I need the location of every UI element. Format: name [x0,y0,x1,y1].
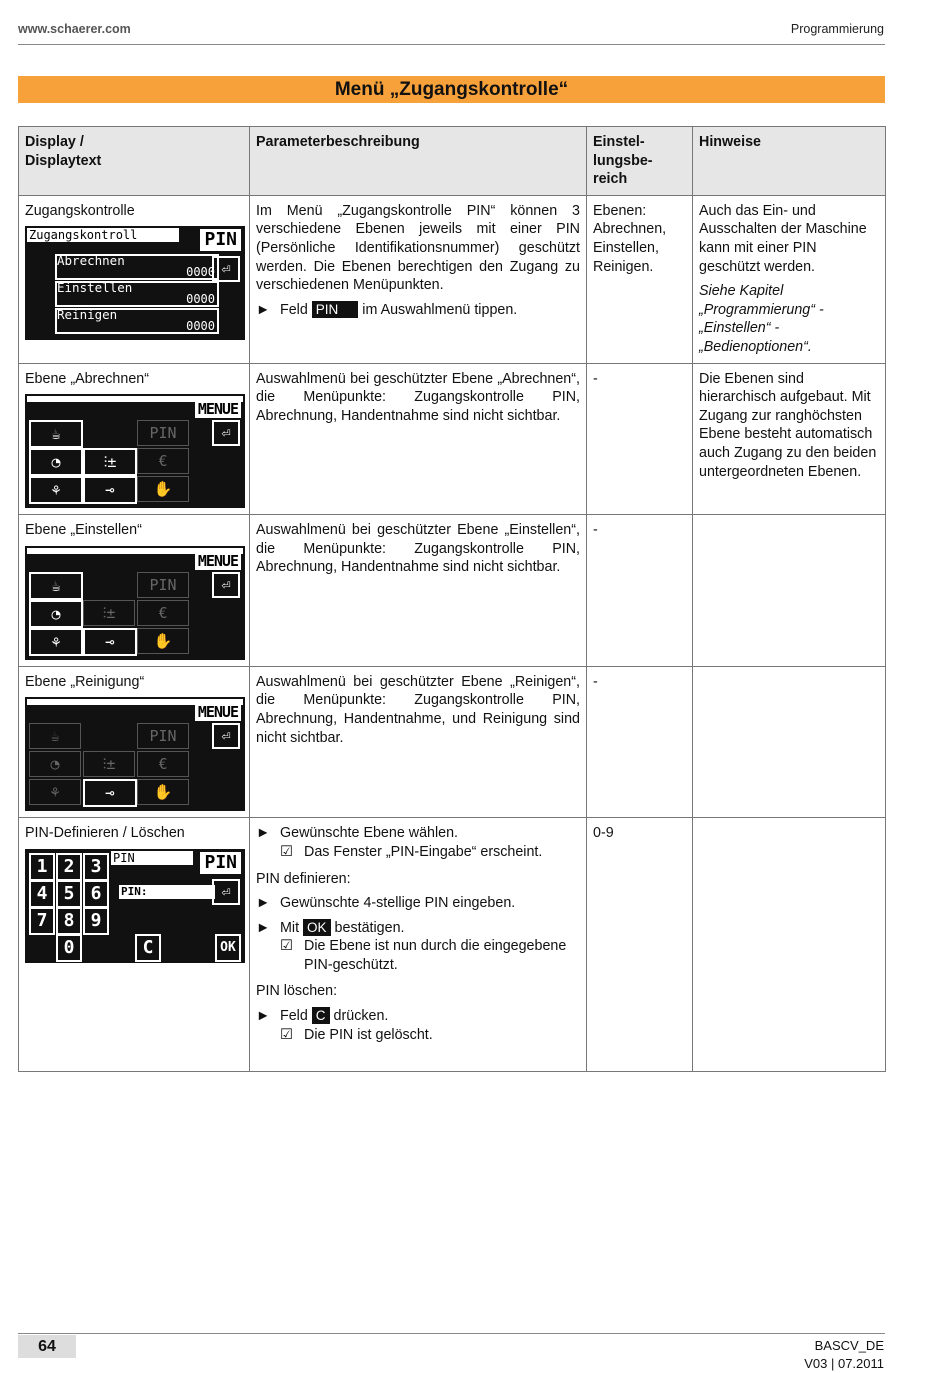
display-label: Zugangskontrolle [25,202,135,219]
instruction-step [256,1007,580,1026]
instruction-step [256,824,580,843]
hint-text: Die Ebenen sind hierarchisch aufgebaut. Mit Zugang zur ranghöchsten Ebene besteht automatisch auch Zugang zu den beiden untergeordneten Ebenen. [699,370,877,480]
key-icon: ⊸ [83,779,137,807]
back-icon: ⏎ [212,723,240,749]
range-cell [587,666,693,818]
key-0: 0 [56,934,82,962]
key-ok: OK [215,934,241,962]
settings-sliders-icon: ⫶± [83,600,135,626]
table-row [19,818,886,1072]
description-cell [250,195,587,363]
display-cell [19,515,250,667]
display-cell [19,363,250,515]
timer-icon: ◔ [29,751,81,777]
accounting-icon: € [137,448,189,474]
doc-id: BASCV_DE [814,1338,884,1353]
arrow-icon: ► [256,825,271,842]
key-icon: ⊸ [83,476,137,504]
lcd-item-code: 0000 [186,265,215,280]
clear-key-inline: C [312,1007,330,1024]
lcd-pin-pad [25,849,245,963]
subheading: PIN definieren: [256,870,351,887]
hint-cell [693,818,886,1072]
lcd-item-code: 0000 [186,319,215,334]
cleaning-icon: ⚘ [29,779,81,805]
lcd-title: PIN [111,851,193,865]
lcd-menue-label: MENUE [195,400,241,418]
header-divider [18,44,885,45]
lcd-item-label: Einstellen [57,280,133,296]
key-5: 5 [56,880,82,908]
range-cell [587,363,693,515]
site-url: www.schaerer.com [18,22,131,36]
doc-version: V03 | 07.2011 [804,1356,884,1371]
range-text: - [593,673,598,690]
step-text: Mit [280,919,300,936]
cleaning-icon: ⚘ [29,476,83,504]
settings-sliders-icon: ⫶± [83,448,137,476]
lcd-pin-tile: PIN [137,572,189,598]
display-label: PIN-Definieren / Löschen [25,825,185,842]
lcd-title: Zugangskontroll [27,228,179,242]
back-icon: ⏎ [212,420,240,446]
ok-key-inline: OK [303,919,331,936]
display-cell [19,818,250,1072]
instruction-step [256,894,580,913]
back-icon: ⏎ [212,572,240,598]
lcd-item-code: 0000 [186,292,215,307]
key-3: 3 [83,853,109,881]
step-text: Gewünschte Ebene wählen. [280,825,459,842]
section-title: Programmierung [790,22,884,36]
subheading: PIN löschen: [256,983,338,1000]
step-text: Feld [280,1008,308,1025]
hand-icon: ✋ [137,779,189,805]
check-text: Die Ebene ist nun durch die eingegebene PIN-geschützt. [304,938,567,973]
arrow-icon: ► [256,919,271,936]
description-cell [250,363,587,515]
range-text: 0-9 [593,825,614,842]
arrow-icon: ► [256,301,271,318]
hint-cell [693,195,886,363]
description-text: Auswahlmenü bei geschützter Ebene „Einstellen“, die Menüpunkte: Zugangskontrolle PIN, Abrechnung, Handentnahme sind nicht sichtbar. [256,522,580,576]
checkbox-icon: ☑ [280,1026,293,1043]
back-icon: ⏎ [212,256,240,282]
lcd-pin-label: PIN [200,229,241,251]
coffee-icon: ☕ [29,572,83,600]
coffee-icon: ☕ [29,420,83,448]
page-title-banner: Menü „Zugangskontrolle“ [18,76,885,103]
display-cell [19,666,250,818]
lcd-menu-reinigung [25,697,245,811]
lcd-pin-label: PIN [200,852,241,874]
footer-divider [18,1333,885,1334]
key-8: 8 [56,907,82,935]
col-header-display: Display / Displaytext [19,127,250,196]
range-text: - [593,522,598,539]
step-text: Gewünschte 4-stellige PIN eingeben. [280,895,516,912]
accounting-icon: € [137,600,189,626]
parameter-table [18,126,886,1072]
arrow-icon: ► [256,895,271,912]
display-cell [19,195,250,363]
key-9: 9 [83,907,109,935]
display-label: Ebene „Abrechnen“ [25,370,149,387]
hand-icon: ✋ [137,476,189,502]
key-7: 7 [29,907,55,935]
hand-icon: ✋ [137,628,189,654]
range-text: - [593,370,598,387]
table-row [19,363,886,515]
description-text: Auswahlmenü bei geschützter Ebene „Reinigen“, die Menüpunkte: Zugangskontrolle PIN, Abrechnung, Handentnahme, und Reinigung sind nicht sichtbar. [256,673,580,746]
description-text: Im Menü „Zugangskontrolle PIN“ können 3 verschiedene Ebenen jeweils mit einer PIN (Persönliche Identifikationsnummer) geschützt werden. Die Ebenen berechtigen den Zugang zu verschiedenen Menüpunkten. [256,202,580,294]
lcd-zugangskontrolle [25,226,245,340]
description-cell [250,818,587,1072]
range-cell [587,515,693,667]
lcd-menu-einstellen [25,546,245,660]
description-cell [250,515,587,667]
key-2: 2 [56,853,82,881]
display-label: Ebene „Einstellen“ [25,522,142,539]
lcd-item-einstellen [55,281,219,307]
lcd-menue-label: MENUE [195,703,241,721]
description-text: Auswahlmenü bei geschützter Ebene „Abrechnen“, die Menüpunkte: Zugangskontrolle PIN, Abrechnung, Handentnahme sind nicht sichtbar. [256,370,580,424]
table-header-row [19,127,886,196]
step-text: Feld [280,301,308,318]
checkbox-icon: ☑ [280,843,293,860]
key-6: 6 [83,880,109,908]
key-1: 1 [29,853,55,881]
lcd-item-reinigen [55,308,219,334]
hint-cell [693,515,886,667]
result-check [280,1026,580,1045]
range-cell [587,818,693,1072]
lcd-item-abrechnen [55,254,219,280]
lcd-menue-label: MENUE [195,552,241,570]
lcd-pin-tile: PIN [137,420,189,446]
step-text: drücken. [333,1008,389,1025]
result-check [280,937,580,974]
timer-icon: ◔ [29,448,83,476]
result-check [280,843,580,862]
col-header-range: Einstel- lungsbe- reich [587,127,693,196]
instruction-step [256,301,580,320]
table-row [19,515,886,667]
key-clear: C [135,934,161,962]
page-number: 64 [18,1335,76,1358]
display-label: Ebene „Reinigung“ [25,673,145,690]
lcd-pin-tile: PIN [137,723,189,749]
hint-reference: Siehe Kapitel „Programmierung“ - „Einstellen“ - „Bedienoptionen“. [699,283,824,355]
range-text: Ebenen: Abrechnen, Einstellen, Reinigen. [593,202,667,275]
pin-field: PIN: [119,885,215,899]
timer-icon: ◔ [29,600,83,628]
pin-key-inline: PIN [312,301,359,318]
hint-cell [693,666,886,818]
col-header-hints: Hinweise [693,127,886,196]
description-cell [250,666,587,818]
lcd-item-label: Abrechnen [57,253,125,269]
table-row [19,666,886,818]
coffee-icon: ☕ [29,723,81,749]
hint-cell [693,363,886,515]
back-icon: ⏎ [212,879,240,905]
step-text: im Auswahlmenü tippen. [362,301,518,318]
settings-sliders-icon: ⫶± [83,751,135,777]
lcd-menu-abrechnen [25,394,245,508]
col-header-description: Parameterbeschreibung [250,127,587,196]
check-text: Das Fenster „PIN-Eingabe“ erscheint. [304,843,543,860]
instruction-step [256,919,580,938]
checkbox-icon: ☑ [280,938,293,955]
key-icon: ⊸ [83,628,137,656]
step-text: bestätigen. [334,919,405,936]
key-4: 4 [29,880,55,908]
table-row [19,195,886,363]
lcd-item-label: Reinigen [57,307,118,323]
range-cell [587,195,693,363]
accounting-icon: € [137,751,189,777]
check-text: Die PIN ist gelöscht. [304,1026,433,1043]
cleaning-icon: ⚘ [29,628,83,656]
arrow-icon: ► [256,1008,271,1025]
hint-text: Auch das Ein- und Ausschalten der Maschine kann mit einer PIN geschützt werden. [699,202,867,275]
